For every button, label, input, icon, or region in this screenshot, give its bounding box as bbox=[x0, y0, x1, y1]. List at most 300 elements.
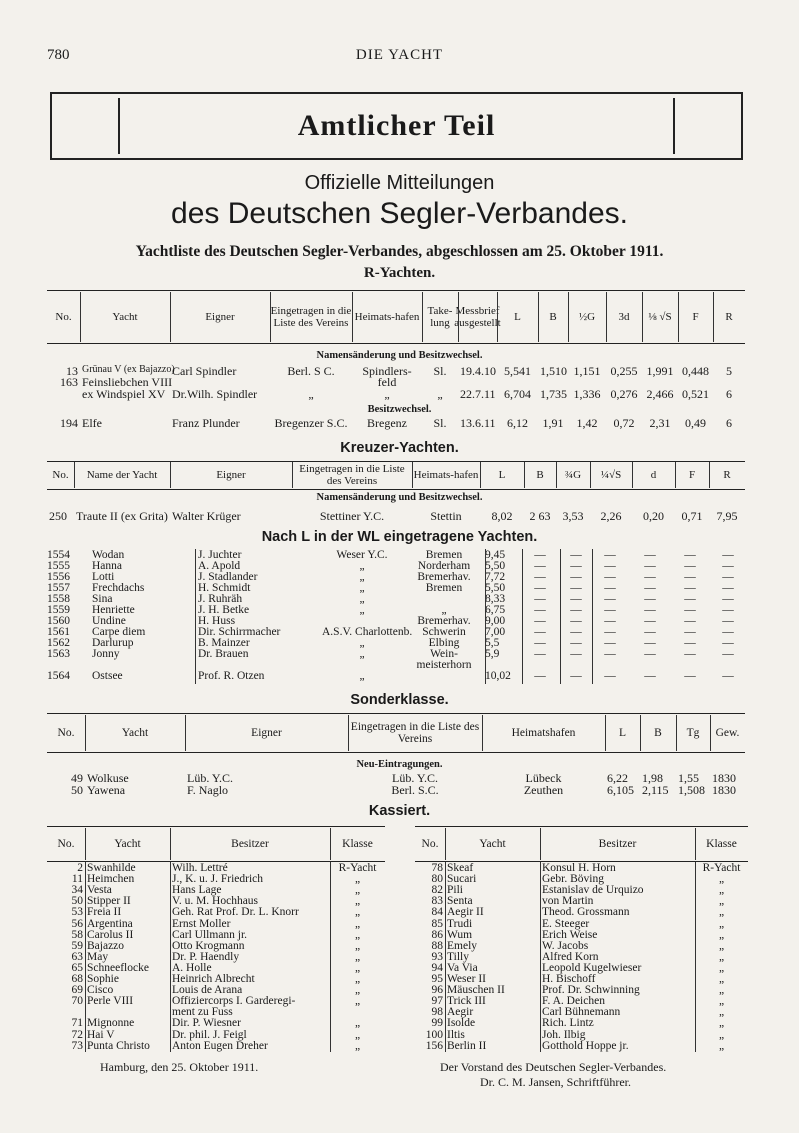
ka-left-cell: Argentina bbox=[87, 917, 133, 930]
column-divider bbox=[524, 462, 525, 488]
dash: — bbox=[644, 549, 656, 561]
wl-row-cell: 1557 bbox=[47, 582, 70, 594]
ka-right-cell: Iltis bbox=[447, 1028, 465, 1041]
s-row-cell: F. Naglo bbox=[187, 783, 229, 797]
k-row-cell: 2,26 bbox=[600, 509, 622, 523]
column-divider bbox=[522, 549, 523, 684]
wl-row-cell: B. Mainzer bbox=[198, 637, 250, 649]
ka-right-cell: F. A. Deichen bbox=[542, 995, 605, 1008]
column-header: No. bbox=[421, 838, 439, 850]
wl-row-cell: J. Juchter bbox=[198, 549, 242, 561]
section-r-yachten: R-Yachten. bbox=[363, 265, 436, 281]
r-row-cell: 2,31 bbox=[649, 416, 671, 430]
r-row-cell: 5,541 bbox=[504, 364, 531, 378]
r-row-cell: 0,521 bbox=[682, 387, 709, 401]
ka-right-cell: Emely bbox=[447, 939, 478, 952]
wl-row-cell: H. Schmidt bbox=[198, 582, 251, 594]
dash: — bbox=[534, 626, 546, 638]
column-header: Name der Yacht bbox=[86, 469, 158, 481]
ka-left-cell: „ bbox=[354, 995, 361, 1008]
ka-right-cell: Trudi bbox=[447, 917, 473, 930]
column-header: B bbox=[549, 311, 557, 323]
column-divider bbox=[590, 462, 591, 488]
column-header: Take-lung bbox=[427, 305, 453, 329]
s-header-bottom bbox=[47, 752, 745, 753]
dash: — bbox=[570, 560, 582, 572]
column-header: ⅛ √S bbox=[648, 311, 672, 323]
ka-right-cell: Theod. Grossmann bbox=[542, 906, 630, 919]
ka-left-cell: „ bbox=[354, 873, 361, 886]
r-row-cell: 0,448 bbox=[682, 364, 709, 378]
dash: — bbox=[570, 549, 582, 561]
column-divider bbox=[606, 292, 607, 342]
dash: — bbox=[644, 648, 656, 660]
dash: — bbox=[684, 637, 696, 649]
column-header: ½G bbox=[578, 311, 596, 323]
dash: — bbox=[684, 549, 696, 561]
section-sonder: Sonderklasse. bbox=[350, 692, 449, 708]
dash: — bbox=[722, 615, 734, 627]
dash: — bbox=[684, 582, 696, 594]
ka-left-cell: 72 bbox=[71, 1028, 83, 1041]
dash: — bbox=[570, 593, 582, 605]
dash: — bbox=[570, 648, 582, 660]
wl-row-cell: 1563 bbox=[47, 648, 70, 660]
footer-date: Hamburg, den 25. Oktober 1911. bbox=[100, 1060, 259, 1074]
ka-left-cell: Sophie bbox=[87, 973, 119, 985]
wl-row-cell: meisterhorn bbox=[416, 659, 472, 671]
wl-row-cell: 5,9 bbox=[485, 648, 500, 660]
ka-right-cell: Gebr. Böving bbox=[542, 873, 604, 886]
k-row-cell: Walter Krüger bbox=[172, 509, 241, 523]
column-header: L bbox=[514, 311, 521, 323]
ka-left-cell: Offiziercorps I. Garderegi- bbox=[172, 995, 296, 1008]
ka-left-cell: 68 bbox=[71, 973, 83, 985]
s-header-top bbox=[47, 713, 745, 714]
ka-left-cell: Bajazzo bbox=[87, 939, 125, 952]
dash: — bbox=[534, 593, 546, 605]
s-row-cell: Lübeck bbox=[525, 771, 562, 785]
ka-left-cell: Vesta bbox=[87, 884, 112, 897]
r-row-cell: Bregenzer S.C. bbox=[274, 416, 348, 430]
r-row-cell: 1,91 bbox=[542, 416, 564, 430]
column-divider bbox=[85, 715, 86, 751]
column-divider bbox=[270, 292, 271, 342]
column-divider bbox=[170, 462, 171, 488]
wl-row-cell: „ bbox=[359, 648, 365, 660]
ka-left-cell: 53 bbox=[71, 906, 83, 919]
column-header: R bbox=[725, 311, 733, 323]
wl-row-cell: Bremerhav. bbox=[417, 615, 471, 627]
ka-left-cell: „ bbox=[354, 939, 361, 952]
ka-left-cell: 2 bbox=[77, 862, 83, 874]
dash: — bbox=[534, 549, 546, 561]
dash: — bbox=[570, 626, 582, 638]
note-k: Namensänderung und Besitzwechsel. bbox=[316, 492, 483, 503]
note-r1: Namensänderung und Besitzwechsel. bbox=[316, 350, 483, 361]
column-header: Heimats-hafen bbox=[413, 469, 479, 481]
wl-row-cell: A.S.V. Charlottenb. bbox=[322, 626, 413, 638]
dash: — bbox=[684, 626, 696, 638]
s-row-cell: 2,115 bbox=[642, 783, 669, 797]
page-number: 780 bbox=[47, 47, 70, 63]
ka-left-cell: „ bbox=[354, 884, 361, 897]
r-row-cell: „ bbox=[437, 387, 443, 401]
ka-left-cell: 70 bbox=[71, 995, 83, 1008]
r-row-cell: 13 bbox=[66, 364, 78, 378]
dash: — bbox=[644, 571, 656, 583]
column-divider bbox=[497, 292, 498, 342]
wl-row-cell: A. Apold bbox=[198, 560, 241, 572]
column-divider bbox=[85, 862, 86, 1052]
column-divider bbox=[713, 292, 714, 342]
ka-right-cell: Estanislav de Urquizo bbox=[542, 884, 644, 897]
ka-left-cell: „ bbox=[354, 1017, 361, 1030]
column-header: Messbrief ausgestellt bbox=[454, 305, 501, 329]
column-divider bbox=[605, 715, 606, 751]
r-row-cell: 1,510 bbox=[540, 364, 567, 378]
column-header: Klasse bbox=[706, 838, 737, 850]
column-divider bbox=[458, 292, 459, 342]
wl-row-cell: 5,5 bbox=[485, 637, 500, 649]
ka-left-cell: Swanhilde bbox=[87, 862, 136, 874]
ka-left-cell: 71 bbox=[71, 1017, 83, 1030]
column-header: Besitzer bbox=[231, 838, 269, 850]
column-header: Gew. bbox=[715, 727, 740, 739]
wl-row-cell: Bremerhav. bbox=[417, 571, 471, 583]
dash: — bbox=[644, 593, 656, 605]
wl-row-cell: Dir. Schirrmacher bbox=[198, 626, 281, 638]
wl-row-cell: Bremen bbox=[425, 582, 463, 594]
ka-left-cell: 69 bbox=[71, 984, 83, 997]
r-row-cell: Sl. bbox=[433, 416, 447, 430]
ka-right-cell: „ bbox=[718, 973, 725, 985]
column-divider bbox=[560, 549, 561, 684]
dash: — bbox=[684, 560, 696, 572]
wl-row-cell: „ bbox=[359, 571, 365, 583]
wl-row-cell: 1560 bbox=[47, 615, 70, 627]
column-header: L bbox=[498, 469, 506, 481]
dash: — bbox=[604, 637, 616, 649]
wl-row-cell: Jonny bbox=[92, 648, 120, 660]
r-row-cell: 6,704 bbox=[504, 387, 531, 401]
ka-left-cell: Mignonne bbox=[87, 1017, 135, 1030]
ka-left-cell: Cisco bbox=[87, 984, 114, 997]
column-divider bbox=[170, 828, 171, 860]
wl-row-cell: Henriette bbox=[92, 604, 135, 616]
ka-left-cell: „ bbox=[354, 961, 361, 974]
ka-right-cell: „ bbox=[718, 1039, 725, 1052]
wl-row-cell: 9,45 bbox=[485, 549, 506, 561]
r-row-cell: 1,336 bbox=[573, 387, 601, 401]
column-header: Yacht bbox=[112, 311, 138, 323]
ka-right-cell: Alfred Korn bbox=[542, 950, 599, 963]
r-row-cell: „ bbox=[308, 387, 314, 401]
wl-row-cell: Elbing bbox=[428, 637, 460, 649]
dash: — bbox=[604, 560, 616, 572]
ka-right-cell: „ bbox=[718, 928, 725, 941]
ka-right-cell: Tilly bbox=[447, 950, 469, 963]
ka-right-cell: Va Via bbox=[447, 961, 478, 974]
ka-right-cell: 96 bbox=[431, 984, 443, 997]
wl-row-cell: Weser Y.C. bbox=[336, 549, 388, 561]
r-row-cell: 1,42 bbox=[576, 416, 598, 430]
ka-right-cell: Erich Weise bbox=[542, 928, 598, 941]
section-kassiert: Kassiert. bbox=[368, 803, 431, 819]
column-divider bbox=[710, 715, 711, 751]
k-row-cell: 3,53 bbox=[562, 509, 584, 523]
ka-left-cell: „ bbox=[354, 973, 361, 985]
s-row-cell: Zeuthen bbox=[523, 783, 564, 797]
column-divider bbox=[445, 862, 446, 1052]
wl-row-cell: Hanna bbox=[92, 560, 123, 572]
column-header: No. bbox=[55, 311, 72, 323]
column-divider bbox=[632, 462, 633, 488]
ka-right-cell: 88 bbox=[431, 939, 443, 952]
ka-right-cell: 78 bbox=[431, 862, 443, 874]
s-row-cell: 1,55 bbox=[678, 771, 699, 785]
ka-right-cell: Senta bbox=[447, 895, 473, 908]
ka-left-cell: Schneeflocke bbox=[87, 961, 149, 974]
ka-left-top bbox=[47, 826, 385, 827]
ka-left-cell: 50 bbox=[71, 895, 83, 908]
r-row-cell: 19.4.10 bbox=[460, 364, 496, 378]
ka-right-cell: „ bbox=[718, 1017, 725, 1030]
wl-row-cell: Darlurup bbox=[92, 637, 134, 649]
k-row-cell: 2 63 bbox=[529, 509, 551, 523]
k-row-cell: 0,20 bbox=[643, 509, 664, 523]
ka-left-cell: A. Holle bbox=[172, 961, 212, 974]
ka-right-cell: 86 bbox=[431, 928, 443, 941]
column-divider bbox=[412, 462, 413, 488]
column-divider bbox=[480, 462, 481, 488]
ka-right-cell: „ bbox=[718, 961, 725, 974]
column-divider bbox=[556, 462, 557, 488]
ka-left-cell: Wilh. Lettré bbox=[172, 862, 228, 874]
ka-left-cell: Dir. P. Wiesner bbox=[172, 1017, 241, 1030]
r-row-cell: 1,991 bbox=[646, 364, 674, 378]
dash: — bbox=[684, 593, 696, 605]
k-row-cell: 7,95 bbox=[716, 509, 738, 523]
ka-left-cell: Heinrich Albrecht bbox=[172, 973, 255, 985]
ka-right-cell: 83 bbox=[431, 895, 443, 908]
r-row-cell: Bregenz bbox=[367, 416, 407, 430]
dash: — bbox=[722, 626, 734, 638]
r-row-cell: 0,49 bbox=[685, 416, 706, 430]
dash: — bbox=[534, 604, 546, 616]
wl-row-cell: 1564 bbox=[47, 670, 70, 682]
ka-left-cell: 59 bbox=[71, 939, 83, 952]
r-row-cell: feld bbox=[377, 375, 397, 389]
wl-row-cell: „ bbox=[359, 593, 365, 605]
ka-left-cell: Hans Lage bbox=[172, 884, 222, 897]
s-row-cell: 49 bbox=[71, 771, 83, 785]
wl-row-cell: 7,00 bbox=[485, 626, 506, 638]
ka-left-cell: Dr. P. Haendly bbox=[172, 950, 240, 963]
ka-right-cell: von Martin bbox=[542, 895, 594, 908]
s-row-cell: Lüb. Y.C. bbox=[187, 771, 234, 785]
wl-row-cell: 1562 bbox=[47, 637, 70, 649]
r-row-cell: 22.7.11 bbox=[460, 387, 496, 401]
ka-left-cell: Anton Eugen Dreher bbox=[172, 1039, 268, 1052]
ka-right-cell: „ bbox=[718, 906, 725, 919]
column-header: Yacht bbox=[114, 838, 141, 850]
ka-right-cell: „ bbox=[718, 1006, 725, 1019]
ka-left-cell: „ bbox=[354, 984, 361, 997]
column-header: Eigner bbox=[251, 727, 282, 739]
wl-row-cell: 1554 bbox=[47, 549, 70, 561]
dash: — bbox=[722, 637, 734, 649]
ka-right-cell: Wum bbox=[447, 928, 473, 941]
ka-right-cell: Skeaf bbox=[447, 862, 474, 874]
dash: — bbox=[570, 637, 582, 649]
dash: — bbox=[644, 604, 656, 616]
wl-row-cell: „ bbox=[359, 604, 365, 616]
column-header: No. bbox=[57, 727, 75, 739]
wl-row-cell: 1556 bbox=[47, 571, 70, 583]
ka-left-cell: Heimchen bbox=[87, 873, 135, 886]
column-divider bbox=[640, 715, 641, 751]
dash: — bbox=[534, 637, 546, 649]
ka-right-cell: Gotthold Hoppe jr. bbox=[542, 1039, 629, 1052]
s-row-cell: 50 bbox=[71, 783, 83, 797]
dash: — bbox=[570, 670, 582, 682]
dash: — bbox=[534, 560, 546, 572]
dash: — bbox=[570, 582, 582, 594]
ka-left-cell: Geh. Rat Prof. Dr. L. Knorr bbox=[172, 906, 299, 919]
dash: — bbox=[722, 571, 734, 583]
k-header-bottom bbox=[47, 489, 745, 490]
column-divider bbox=[538, 292, 539, 342]
ka-right-cell: 99 bbox=[431, 1017, 443, 1030]
ka-left-cell: Hai V bbox=[87, 1028, 115, 1041]
wl-row-cell: 1559 bbox=[47, 604, 70, 616]
ka-left-cell: Carolus II bbox=[87, 928, 134, 941]
ka-right-cell: Aegir bbox=[447, 1006, 474, 1019]
wl-row-cell: Bremen bbox=[425, 549, 463, 561]
s-row-cell: Yawena bbox=[87, 783, 126, 797]
ka-right-top bbox=[415, 826, 748, 827]
r-row-cell: 13.6.11 bbox=[460, 416, 496, 430]
ka-right-cell: Weser II bbox=[447, 973, 486, 985]
r-row-cell: 6,12 bbox=[507, 416, 528, 430]
wl-row-cell: Undine bbox=[92, 615, 126, 627]
column-divider bbox=[195, 549, 196, 684]
ka-right-cell: Rich. Lintz bbox=[542, 1017, 594, 1030]
dash: — bbox=[604, 648, 616, 660]
column-divider bbox=[695, 862, 696, 1052]
column-divider bbox=[540, 862, 541, 1052]
k-row-cell: Traute II (ex Grita) bbox=[76, 509, 168, 523]
dash: — bbox=[722, 582, 734, 594]
dash: — bbox=[570, 571, 582, 583]
ka-left-cell: „ bbox=[354, 917, 361, 930]
dash: — bbox=[604, 549, 616, 561]
ka-right-cell: Sucari bbox=[447, 873, 477, 886]
ka-right-cell: 97 bbox=[431, 995, 443, 1008]
column-header: ¾G bbox=[564, 469, 582, 481]
column-divider bbox=[695, 828, 696, 860]
r-row-cell: Dr.Wilh. Spindler bbox=[172, 387, 258, 401]
ka-left-cell: „ bbox=[354, 1028, 361, 1041]
dash: — bbox=[644, 615, 656, 627]
dash: — bbox=[644, 560, 656, 572]
s-row-cell: 6,105 bbox=[607, 783, 634, 797]
ka-left-cell: Freia II bbox=[87, 906, 122, 919]
wl-row-cell: 8,33 bbox=[485, 593, 506, 605]
ka-right-cell: Leopold Kugelwieser bbox=[542, 961, 642, 974]
ka-left-cell: Louis de Arana bbox=[172, 984, 243, 997]
ka-left-cell: J., K. u. J. Friedrich bbox=[172, 873, 264, 886]
column-header: 3d bbox=[618, 311, 630, 323]
column-divider bbox=[678, 292, 679, 342]
subtitle-official: Offizielle Mitteilungen bbox=[304, 172, 495, 194]
journal-title: DIE YACHT bbox=[355, 47, 444, 63]
ka-right-cell: Carl Bühnemann bbox=[542, 1006, 621, 1019]
ka-right-cell: „ bbox=[718, 917, 725, 930]
dash: — bbox=[644, 626, 656, 638]
dash: — bbox=[604, 670, 616, 682]
footer-board: Der Vorstand des Deutschen Segler-Verbandes. bbox=[440, 1060, 667, 1074]
column-divider bbox=[352, 292, 353, 342]
ka-right-cell: 82 bbox=[431, 884, 443, 897]
r-row-cell: Carl Spindler bbox=[172, 364, 237, 378]
column-header: Eigner bbox=[205, 311, 235, 323]
s-row-cell: 1830 bbox=[712, 783, 736, 797]
r-row-cell: Franz Plunder bbox=[172, 416, 240, 430]
wl-row-cell: „ bbox=[359, 637, 365, 649]
r-row-cell: 1,151 bbox=[573, 364, 601, 378]
column-header: Eigner bbox=[216, 469, 246, 481]
s-row-cell: 1,98 bbox=[642, 771, 663, 785]
wl-row-cell: 5,50 bbox=[485, 560, 506, 572]
ka-left-cell: 63 bbox=[71, 950, 83, 963]
ka-left-cell: „ bbox=[354, 906, 361, 919]
column-divider bbox=[170, 292, 171, 342]
column-header: Klasse bbox=[342, 838, 373, 850]
dash: — bbox=[644, 637, 656, 649]
dash: — bbox=[534, 648, 546, 660]
wl-row-cell: 1558 bbox=[47, 593, 70, 605]
dash: — bbox=[604, 615, 616, 627]
ka-left-cell: Stipper II bbox=[87, 895, 131, 908]
wl-row-cell: 7,72 bbox=[485, 571, 506, 583]
ka-right-cell: 84 bbox=[431, 906, 443, 919]
ka-right-cell: „ bbox=[718, 895, 725, 908]
r-row-cell: 0,72 bbox=[613, 416, 635, 430]
column-divider bbox=[348, 715, 349, 751]
ka-left-cell: Ernst Moller bbox=[172, 917, 231, 930]
s-row-cell: 1,508 bbox=[678, 783, 705, 797]
wl-row-cell: Sina bbox=[92, 593, 113, 605]
dash: — bbox=[684, 604, 696, 616]
column-divider bbox=[482, 715, 483, 751]
ka-left-cell: 73 bbox=[71, 1039, 83, 1052]
dash: — bbox=[604, 604, 616, 616]
wl-row-cell: „ bbox=[359, 582, 365, 594]
column-divider bbox=[422, 292, 423, 342]
k-row-cell: 8,02 bbox=[491, 509, 513, 523]
ka-right-cell: 94 bbox=[431, 961, 443, 974]
wl-row-cell: Wein- bbox=[430, 648, 458, 660]
column-header: R bbox=[723, 469, 731, 481]
note-r2: Besitzwechsel. bbox=[367, 404, 432, 415]
column-header: Tg bbox=[686, 727, 700, 739]
wl-row-cell: J. H. Betke bbox=[198, 604, 250, 616]
footer-signature: Dr. C. M. Jansen, Schriftführer. bbox=[480, 1075, 631, 1089]
column-divider bbox=[185, 715, 186, 751]
ka-right-cell: 95 bbox=[431, 973, 443, 985]
